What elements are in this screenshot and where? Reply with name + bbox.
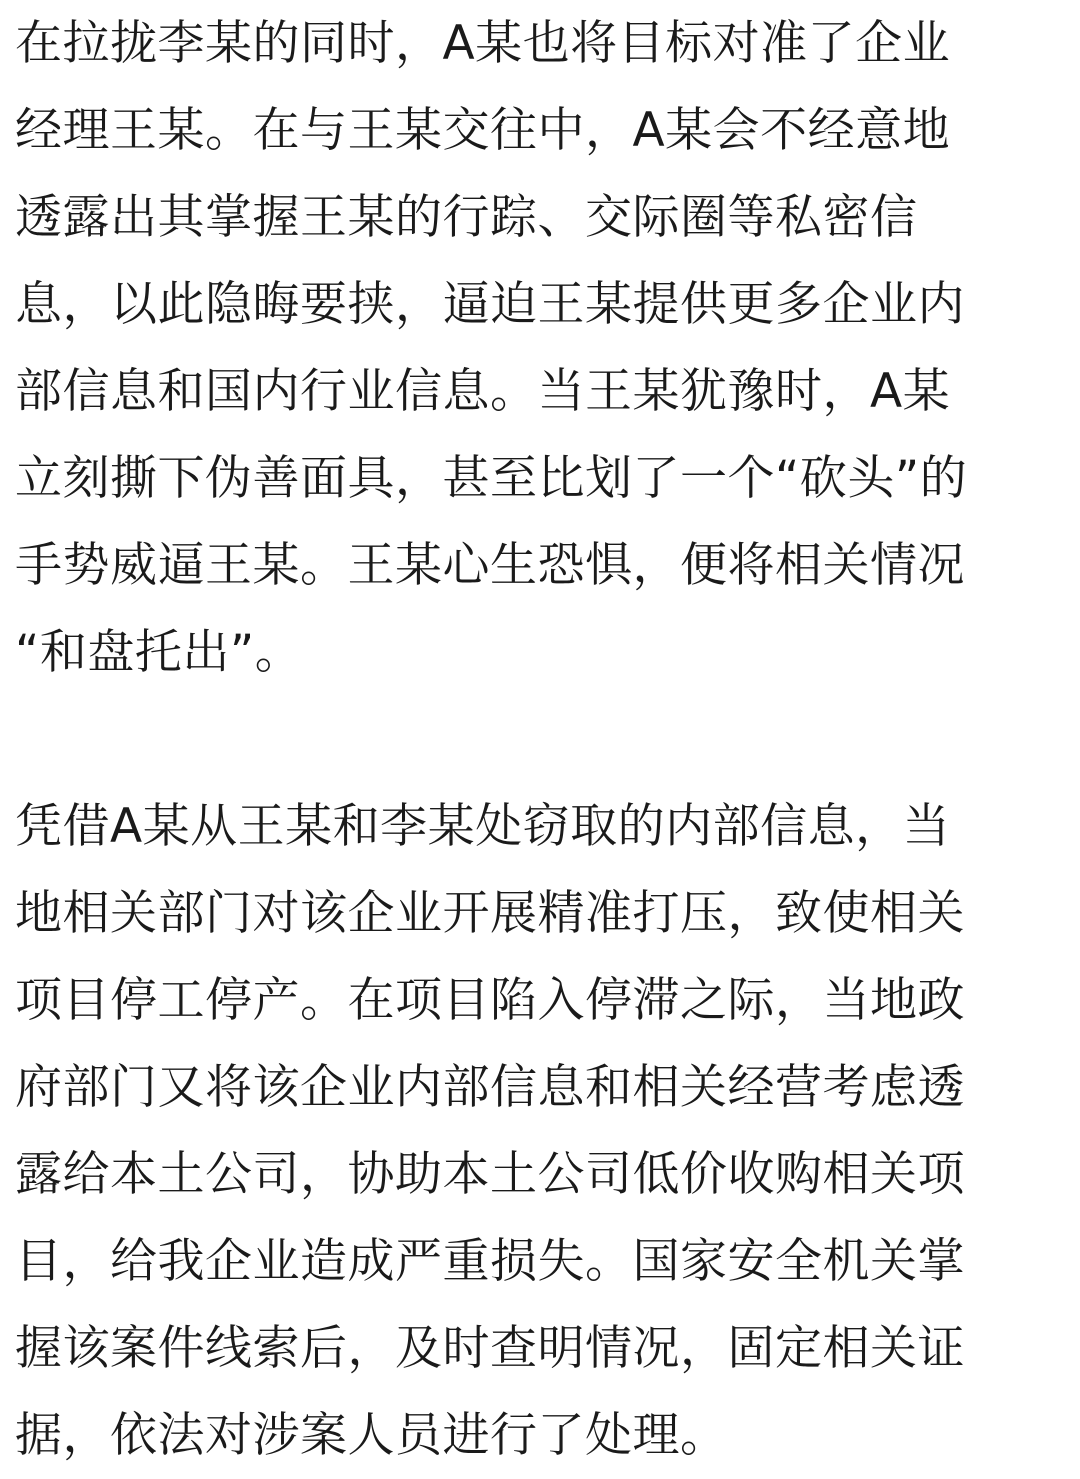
text-line: “和盘托出”。 <box>15 625 303 680</box>
text-line: 部信息和国内行业信息。当王某犹豫时，A某 <box>15 364 951 419</box>
article-body <box>15 0 1065 1479</box>
text-line: 据，依法对涉案人员进行了处理。 <box>15 1408 728 1463</box>
text-line: 目，给我企业造成严重损失。国家安全机关掌 <box>15 1234 965 1289</box>
text-line: 息，以此隐晦要挟，逼迫王某提供更多企业内 <box>15 277 965 332</box>
text-line: 露给本土公司，协助本土公司低价收购相关项 <box>15 1147 965 1202</box>
text-line: 立刻撕下伪善面具，甚至比划了一个“砍头”的 <box>15 451 968 506</box>
text-line: 经理王某。在与王某交往中，A某会不经意地 <box>15 103 951 158</box>
text-line: 项目停工停产。在项目陷入停滞之际，当地政 <box>15 973 965 1028</box>
text-line: 握该案件线索后，及时查明情况，固定相关证 <box>15 1321 965 1376</box>
text-line: 地相关部门对该企业开展精准打压，致使相关 <box>15 886 965 941</box>
text-line: 手势威逼王某。王某心生恐惧，便将相关情况 <box>15 538 965 593</box>
text-line: 凭借A某从王某和李某处窃取的内部信息，当 <box>15 799 951 854</box>
paragraph <box>15 783 1065 1479</box>
text-line: 府部门又将该企业内部信息和相关经营考虑透 <box>15 1060 965 1115</box>
text-line: 在拉拢李某的同时，A某也将目标对准了企业 <box>15 16 951 71</box>
paragraph <box>15 0 1065 696</box>
text-line: 透露出其掌握王某的行踪、交际圈等私密信 <box>15 190 918 245</box>
